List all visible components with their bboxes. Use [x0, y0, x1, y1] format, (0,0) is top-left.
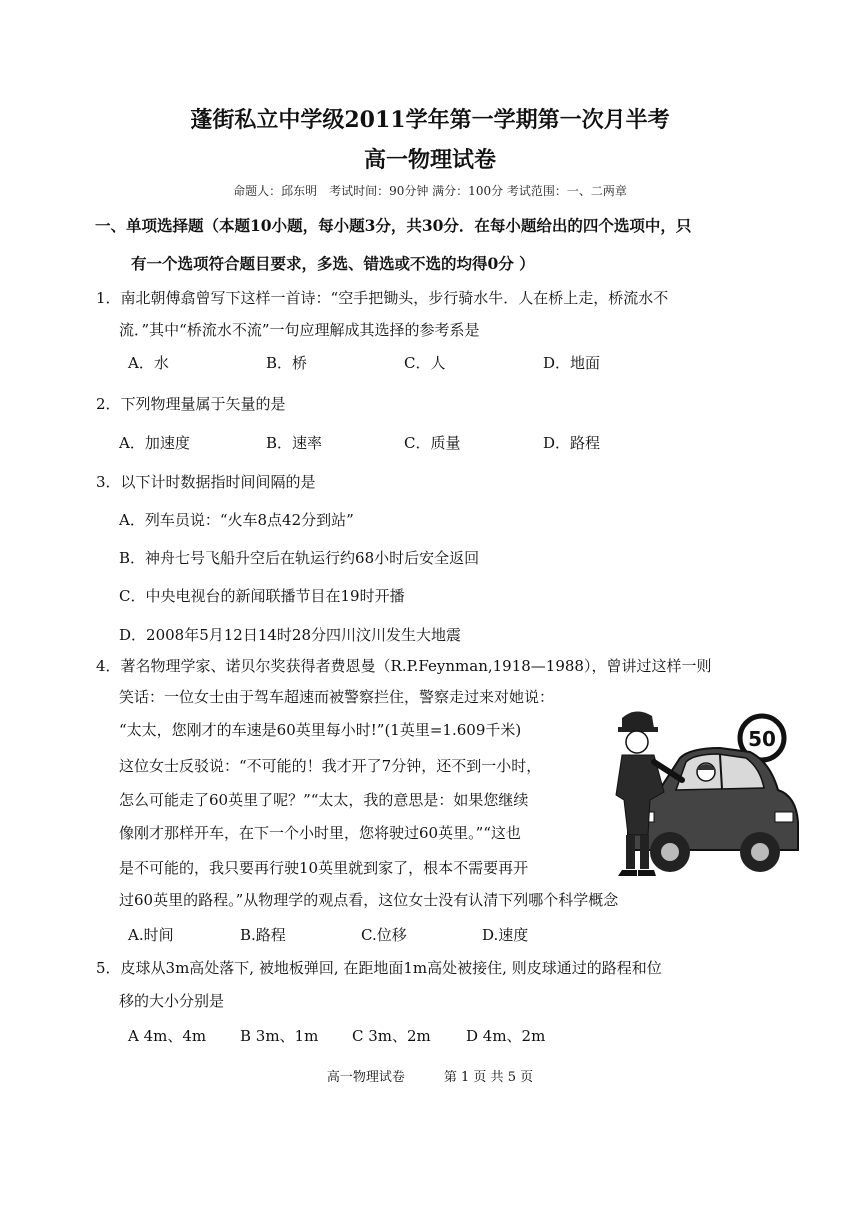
- q2-option-d: D．路程: [543, 434, 601, 452]
- q1-stem-line2: 流．”其中“桥流水不流”一句应理解成其选择的参考系是: [119, 321, 480, 339]
- q3-option-d: D．2008年5月12日14时28分四川汶川发生大地震: [119, 626, 462, 644]
- q2-stem: 2．下列物理量属于矢量的是: [96, 395, 286, 413]
- q1-option-a: A．水: [128, 354, 169, 372]
- q1-option-b: B．桥: [266, 354, 308, 372]
- exam-title: 蓬街私立中学级2011学年第一学期第一次月半考: [190, 107, 670, 133]
- q4-line4: 这位女士反驳说：“不可能的！我才开了7分钟，还不到一小时，: [119, 757, 542, 775]
- q4-option-c: C.位移: [361, 926, 407, 944]
- q4-option-d: D.速度: [482, 926, 529, 944]
- q4-line6: 像刚才那样开车，在下一个小时里，您将驶过60英里。”“这也: [119, 824, 521, 842]
- q1-option-c: C．人: [404, 354, 446, 372]
- q4-option-a: A.时间: [128, 926, 174, 944]
- q4-option-b: B.路程: [240, 926, 286, 944]
- page-footer: 高一物理试卷 第 1 页 共 5 页: [326, 1070, 534, 1085]
- q3-option-b: B．神舟七号飞船升空后在轨运行约68小时后安全返回: [119, 549, 480, 567]
- q5-stem-line1: 5．皮球从3m高处落下, 被地板弹回, 在距地面1m高处被接住, 则皮球通过的路程和位: [96, 959, 662, 977]
- q4-line7: 是不可能的，我只要再行驶10英里就到家了，根本不需要再开: [119, 859, 529, 877]
- exam-meta: 命题人：邱东明 考试时间：90分钟 满分：100分 考试范围：一、二两章: [233, 184, 627, 198]
- exam-subtitle: 高一物理试卷: [363, 147, 496, 173]
- q2-option-a: A．加速度: [119, 434, 190, 452]
- q5-option-a: A 4m、4m: [128, 1027, 207, 1045]
- section-heading-line1: 一、单项选择题（本题10小题，每小题3分，共30分．在每小题给出的四个选项中，只: [95, 216, 692, 235]
- q2-option-c: C．质量: [404, 434, 461, 452]
- police-car-illustration: [610, 700, 803, 883]
- q2-option-b: B．速率: [266, 434, 323, 452]
- q1-stem-line1: 1．南北朝傅翕曾写下这样一首诗：“空手把锄头，步行骑水牛．人在桥上走，桥流水不: [96, 289, 669, 307]
- q4-line3: “太太，您刚才的车速是60英里每小时!”(1英里=1.609千米): [119, 721, 522, 739]
- q4-line8: 过60英里的路程。”从物理学的观点看，这位女士没有认清下列哪个科学概念: [119, 891, 619, 909]
- q3-option-c: C．中央电视台的新闻联播节目在19时开播: [119, 587, 405, 605]
- speed-sign-text: 50: [748, 727, 776, 751]
- q5-option-c: C 3m、2m: [352, 1027, 431, 1045]
- section-heading-line2: 有一个选项符合题目要求，多选、错选或不选的均得0分 ）: [131, 254, 535, 273]
- q4-line1: 4．著名物理学家、诺贝尔奖获得者费恩曼（R.P.Feynman,1918—1988），曾讲过这样一则: [96, 657, 712, 675]
- q1-option-d: D．地面: [543, 354, 601, 372]
- q5-option-d: D 4m、2m: [466, 1027, 546, 1045]
- q5-option-b: B 3m、1m: [240, 1027, 319, 1045]
- q3-option-a: A．列车员说：“火车8点42分到站”: [119, 511, 354, 529]
- q4-line2: 笑话：一位女士由于驾车超速而被警察拦住，警察走过来对她说：: [119, 688, 555, 706]
- q3-stem: 3．以下计时数据指时间间隔的是: [96, 473, 316, 491]
- q5-stem-line2: 移的大小分别是: [119, 992, 225, 1010]
- q4-line5: 怎么可能走了60英里了呢？”“太太，我的意思是：如果您继续: [119, 791, 529, 809]
